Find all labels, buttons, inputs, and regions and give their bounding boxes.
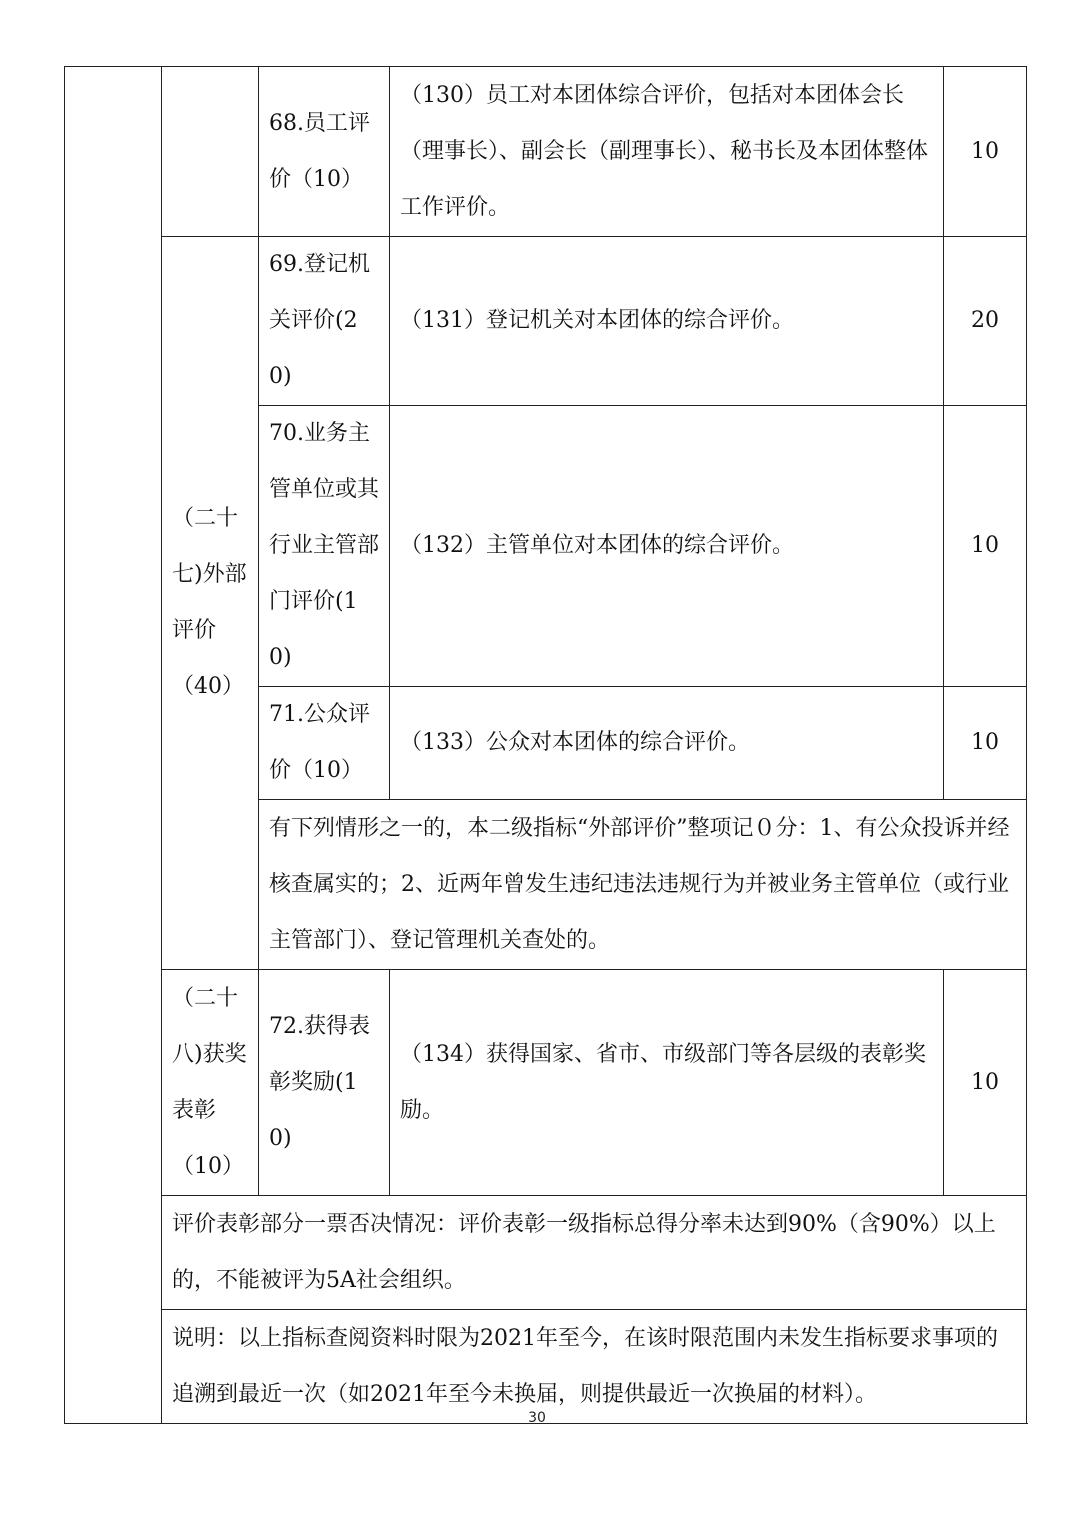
evaluation-table	[64, 66, 1027, 1424]
score-68: 10	[944, 67, 1027, 237]
score-70: 10	[944, 406, 1027, 687]
criterion-130: （130）员工对本团体综合评价，包括对本团体会长（理事长）、副会长（副理事长）、秘书长及本团体整体工作评价。	[390, 67, 944, 237]
table-row	[65, 237, 1027, 406]
category-awards: （二十八)获奖表彰（10）	[162, 970, 259, 1196]
criterion-133: （133）公众对本团体的综合评价。	[390, 687, 944, 800]
item-71: 71.公众评价（10）	[259, 687, 390, 800]
score-71: 10	[944, 687, 1027, 800]
category-external-evaluation: （二十七)外部评价（40）	[162, 237, 259, 970]
score-72: 10	[944, 970, 1027, 1196]
table-row	[65, 970, 1027, 1196]
external-evaluation-zero-rule: 有下列情形之一的，本二级指标“外部评价”整项记０分：1、有公众投诉并经核查属实的；2、近两年曾发生违纪违法违规行为并被业务主管单位（或行业主管部门）、登记管理机关查处的。	[259, 800, 1027, 970]
first-level-cell	[65, 67, 162, 1424]
veto-rule: 评价表彰部分一票否决情况：评价表彰一级指标总得分率未达到90%（含90%）以上的，不能被评为5A社会组织。	[162, 1196, 1027, 1310]
table-row	[65, 1310, 1027, 1424]
criterion-132: （132）主管单位对本团体的综合评价。	[390, 406, 944, 687]
table-row	[65, 67, 1027, 237]
score-69: 20	[944, 237, 1027, 406]
table-row	[65, 1196, 1027, 1310]
criterion-134: （134）获得国家、省市、市级部门等各层级的表彰奖励。	[390, 970, 944, 1196]
category-cell-empty	[162, 67, 259, 237]
criterion-131: （131）登记机关对本团体的综合评价。	[390, 237, 944, 406]
footer-note: 说明：以上指标查阅资料时限为2021年至今，在该时限范围内未发生指标要求事项的追溯到最近一次（如2021年至今未换届，则提供最近一次换届的材料）。	[162, 1310, 1027, 1424]
item-69: 69.登记机关评价(20)	[259, 237, 390, 406]
page-number: 30	[528, 1410, 546, 1426]
item-70: 70.业务主管单位或其行业主管部门评价(10)	[259, 406, 390, 687]
item-72: 72.获得表彰奖励(10)	[259, 970, 390, 1196]
item-68: 68.员工评价（10）	[259, 67, 390, 237]
